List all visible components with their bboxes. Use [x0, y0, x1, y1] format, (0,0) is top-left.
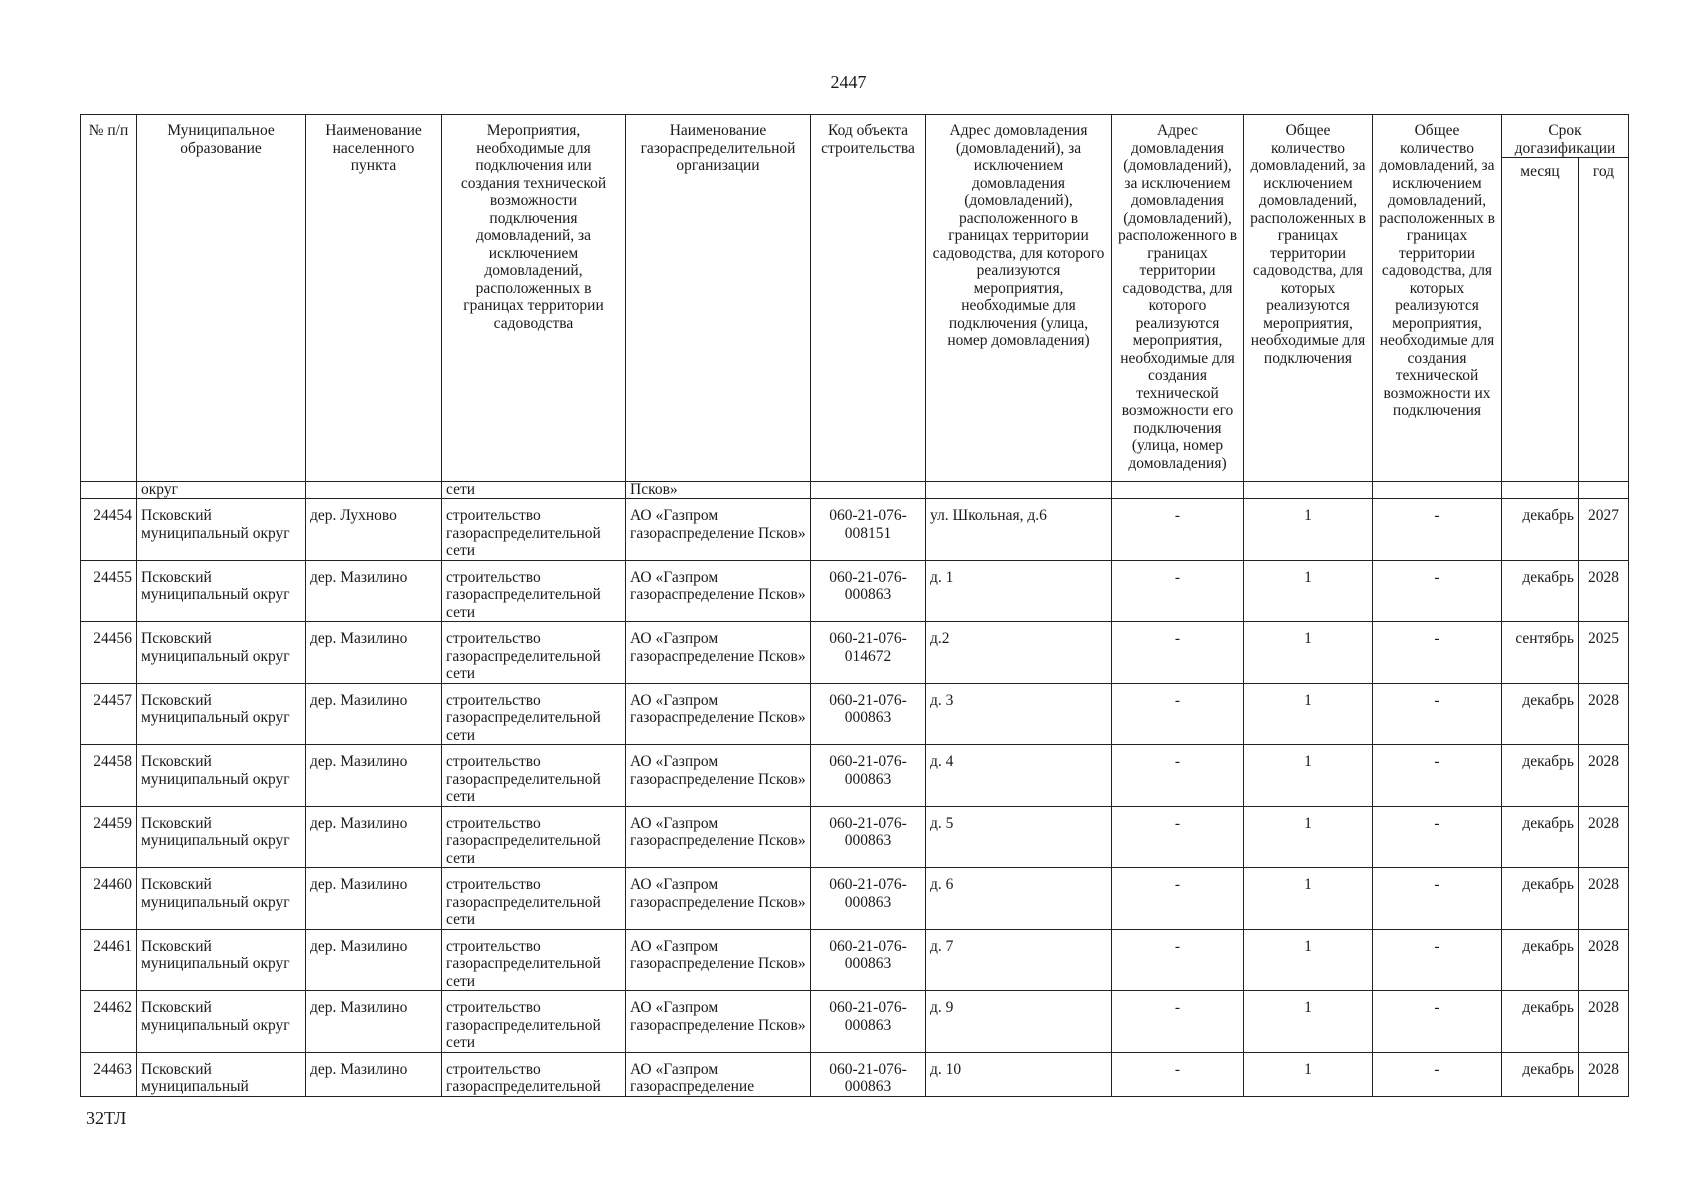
header-municipality: Муниципальное образование [137, 115, 306, 482]
cell-organization: АО «Газпром газораспределение Псков» [626, 560, 811, 622]
table-row [81, 560, 1629, 622]
cell-num [81, 482, 137, 499]
cell-address-capability: - [1112, 499, 1244, 561]
cell-num: 24455 [81, 560, 137, 622]
cell-address-capability: - [1112, 683, 1244, 745]
cell-year: 2028 [1579, 868, 1629, 930]
cell-total-connection: 1 [1244, 683, 1373, 745]
cell-month: декабрь [1502, 991, 1579, 1053]
cell-address-connection: д. 6 [926, 868, 1112, 930]
header-measures: Мероприятия, необходимые для подключения или создания технической возможности подключения домовладений, за исключением домовладений, расположенных в границах территории садоводства [442, 115, 626, 482]
cell-total-connection: 1 [1244, 868, 1373, 930]
cell-organization: АО «Газпром газораспределение Псков» [626, 991, 811, 1053]
cell-total-connection: 1 [1244, 499, 1373, 561]
cell-address-connection: д.2 [926, 622, 1112, 684]
cell-address-connection: д. 7 [926, 929, 1112, 991]
cell-total-connection: 1 [1244, 622, 1373, 684]
page-number: 2447 [830, 72, 867, 92]
cell-measures: строительство газораспределительной сети [442, 622, 626, 684]
cell-municipality: Псковский муниципальный округ [137, 683, 306, 745]
cell-year: 2028 [1579, 991, 1629, 1053]
cell-organization: АО «Газпром газораспределение Псков» [626, 499, 811, 561]
cell-total-connection: 1 [1244, 1052, 1373, 1096]
cell-month: декабрь [1502, 560, 1579, 622]
cell-measures: строительство газораспределительной [442, 1052, 626, 1096]
cell-object-code: 060-21-076-000863 [811, 560, 926, 622]
header-settlement: Наименование населенного пункта [306, 115, 442, 482]
cell-municipality: Псковский муниципальный округ [137, 868, 306, 930]
cell-municipality: Псковский муниципальный округ [137, 806, 306, 868]
cell-total-capability: - [1373, 745, 1502, 807]
table-row [81, 1052, 1629, 1096]
cell-object-code: 060-21-076-014672 [811, 622, 926, 684]
header-deadline: Срок догазификации [1502, 115, 1629, 158]
header-year: год [1579, 158, 1629, 482]
cell-total-capability: - [1373, 929, 1502, 991]
cell-address-connection: д. 3 [926, 683, 1112, 745]
cell-municipality: Псковский муниципальный округ [137, 991, 306, 1053]
footer-code: 32ТЛ [86, 1108, 127, 1128]
cell-month [1502, 482, 1579, 499]
cell-num: 24454 [81, 499, 137, 561]
cell-address-connection: д. 9 [926, 991, 1112, 1053]
table-header [81, 115, 1629, 482]
cell-address-capability: - [1112, 745, 1244, 807]
cell-organization: АО «Газпром газораспределение [626, 1052, 811, 1096]
cell-object-code: 060-21-076-008151 [811, 499, 926, 561]
cell-municipality: Псковский муниципальный округ [137, 929, 306, 991]
cell-total-capability: - [1373, 806, 1502, 868]
cell-address-connection: ул. Школьная, д.6 [926, 499, 1112, 561]
cell-month: декабрь [1502, 806, 1579, 868]
cell-organization: Псков» [626, 482, 811, 499]
cell-object-code: 060-21-076-000863 [811, 1052, 926, 1096]
cell-year: 2028 [1579, 1052, 1629, 1096]
cell-municipality: Псковский муниципальный округ [137, 560, 306, 622]
cell-organization: АО «Газпром газораспределение Псков» [626, 745, 811, 807]
cell-total-capability: - [1373, 560, 1502, 622]
cell-municipality: округ [137, 482, 306, 499]
continuation-row [81, 482, 1629, 499]
cell-address-connection: д. 4 [926, 745, 1112, 807]
cell-num: 24457 [81, 683, 137, 745]
cell-year [1579, 482, 1629, 499]
cell-organization: АО «Газпром газораспределение Псков» [626, 806, 811, 868]
header-num: № п/п [81, 115, 137, 482]
cell-settlement: дер. Мазилино [306, 991, 442, 1053]
cell-total-capability: - [1373, 499, 1502, 561]
cell-total-connection: 1 [1244, 806, 1373, 868]
cell-month: декабрь [1502, 499, 1579, 561]
cell-month: декабрь [1502, 745, 1579, 807]
cell-address-capability [1112, 482, 1244, 499]
cell-total-connection: 1 [1244, 929, 1373, 991]
cell-num: 24461 [81, 929, 137, 991]
cell-total-capability: - [1373, 622, 1502, 684]
cell-measures: строительство газораспределительной сети [442, 560, 626, 622]
cell-address-capability: - [1112, 1052, 1244, 1096]
cell-total-connection: 1 [1244, 991, 1373, 1053]
cell-settlement: дер. Мазилино [306, 1052, 442, 1096]
table-row [81, 806, 1629, 868]
cell-year: 2028 [1579, 560, 1629, 622]
cell-settlement [306, 482, 442, 499]
cell-address-capability: - [1112, 560, 1244, 622]
header-month: месяц [1502, 158, 1579, 482]
table-row [81, 991, 1629, 1053]
cell-total-capability [1373, 482, 1502, 499]
cell-address-connection [926, 482, 1112, 499]
cell-measures: сети [442, 482, 626, 499]
cell-settlement: дер. Мазилино [306, 745, 442, 807]
register-table [80, 114, 1629, 1097]
cell-object-code [811, 482, 926, 499]
cell-total-capability: - [1373, 868, 1502, 930]
cell-address-connection: д. 1 [926, 560, 1112, 622]
cell-month: сентябрь [1502, 622, 1579, 684]
cell-total-capability: - [1373, 683, 1502, 745]
table-body [81, 482, 1629, 1097]
cell-organization: АО «Газпром газораспределение Псков» [626, 929, 811, 991]
cell-measures: строительство газораспределительной сети [442, 745, 626, 807]
cell-organization: АО «Газпром газораспределение Псков» [626, 622, 811, 684]
cell-object-code: 060-21-076-000863 [811, 683, 926, 745]
cell-object-code: 060-21-076-000863 [811, 929, 926, 991]
cell-object-code: 060-21-076-000863 [811, 868, 926, 930]
header-total-capability: Общее количество домовладений, за исключением домовладений, расположенных в границах территории садоводства, для которых реализуются мероприятия, необходимые для создания технической возможности их подключения [1373, 115, 1502, 482]
cell-year: 2027 [1579, 499, 1629, 561]
cell-year: 2025 [1579, 622, 1629, 684]
cell-num: 24463 [81, 1052, 137, 1096]
cell-year: 2028 [1579, 745, 1629, 807]
cell-measures: строительство газораспределительной сети [442, 868, 626, 930]
cell-settlement: дер. Мазилино [306, 929, 442, 991]
cell-month: декабрь [1502, 683, 1579, 745]
cell-settlement: дер. Мазилино [306, 868, 442, 930]
table-row [81, 868, 1629, 930]
cell-month: декабрь [1502, 929, 1579, 991]
cell-measures: строительство газораспределительной сети [442, 683, 626, 745]
cell-measures: строительство газораспределительной сети [442, 991, 626, 1053]
header-object-code: Код объекта строительства [811, 115, 926, 482]
table-row [81, 499, 1629, 561]
cell-settlement: дер. Мазилино [306, 806, 442, 868]
cell-num: 24459 [81, 806, 137, 868]
header-total-connection: Общее количество домовладений, за исключением домовладений, расположенных в границах территории садоводства, для которых реализуются мероприятия, необходимые для подключения [1244, 115, 1373, 482]
table-row [81, 745, 1629, 807]
cell-address-capability: - [1112, 929, 1244, 991]
table-row [81, 683, 1629, 745]
cell-settlement: дер. Лухново [306, 499, 442, 561]
cell-organization: АО «Газпром газораспределение Псков» [626, 683, 811, 745]
header-address-connection: Адрес домовладения (домовладений), за исключением домовладения (домовладений), расположенного в границах территории садоводства, для которого реализуются мероприятия, необходимые для подключения (улица, номер домовладения) [926, 115, 1112, 482]
cell-month: декабрь [1502, 868, 1579, 930]
table-row [81, 929, 1629, 991]
cell-address-capability: - [1112, 622, 1244, 684]
cell-year: 2028 [1579, 683, 1629, 745]
cell-address-connection: д. 5 [926, 806, 1112, 868]
cell-measures: строительство газораспределительной сети [442, 806, 626, 868]
cell-object-code: 060-21-076-000863 [811, 806, 926, 868]
cell-num: 24458 [81, 745, 137, 807]
cell-organization: АО «Газпром газораспределение Псков» [626, 868, 811, 930]
cell-total-connection [1244, 482, 1373, 499]
cell-municipality: Псковский муниципальный округ [137, 622, 306, 684]
cell-month: декабрь [1502, 1052, 1579, 1096]
cell-total-capability: - [1373, 991, 1502, 1053]
cell-object-code: 060-21-076-000863 [811, 991, 926, 1053]
cell-address-capability: - [1112, 806, 1244, 868]
cell-total-connection: 1 [1244, 560, 1373, 622]
cell-object-code: 060-21-076-000863 [811, 745, 926, 807]
cell-num: 24460 [81, 868, 137, 930]
cell-municipality: Псковский муниципальный округ [137, 745, 306, 807]
cell-settlement: дер. Мазилино [306, 622, 442, 684]
header-organization: Наименование газораспределительной организации [626, 115, 811, 482]
cell-total-connection: 1 [1244, 745, 1373, 807]
cell-year: 2028 [1579, 806, 1629, 868]
cell-num: 24456 [81, 622, 137, 684]
cell-year: 2028 [1579, 929, 1629, 991]
cell-settlement: дер. Мазилино [306, 683, 442, 745]
cell-measures: строительство газораспределительной сети [442, 929, 626, 991]
cell-address-connection: д. 10 [926, 1052, 1112, 1096]
cell-settlement: дер. Мазилино [306, 560, 442, 622]
cell-num: 24462 [81, 991, 137, 1053]
table-row [81, 622, 1629, 684]
cell-municipality: Псковский муниципальный округ [137, 499, 306, 561]
header-address-capability: Адрес домовладения (домовладений), за исключением домовладения (домовладений), расположенного в границах территории садоводства, для которого реализуются мероприятия, необходимые для создания технической возможности его подключения (улица, номер домовладения) [1112, 115, 1244, 482]
cell-address-capability: - [1112, 868, 1244, 930]
cell-municipality: Псковский муниципальный [137, 1052, 306, 1096]
cell-address-capability: - [1112, 991, 1244, 1053]
cell-total-capability: - [1373, 1052, 1502, 1096]
cell-measures: строительство газораспределительной сети [442, 499, 626, 561]
